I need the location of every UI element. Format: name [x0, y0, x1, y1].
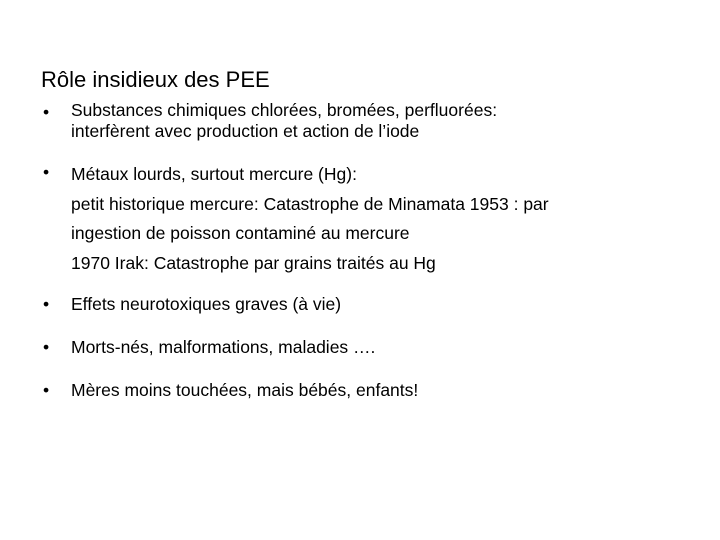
bullet-marker: •: [43, 102, 50, 122]
bullet-text-line: 1970 Irak: Catastrophe par grains traités au Hg: [71, 252, 436, 273]
bullet-text-line: Effets neurotoxiques graves (à vie): [71, 294, 342, 314]
bullet-item: [41, 335, 711, 360]
bullet-marker: •: [43, 294, 50, 314]
bullet-text-line: Mères moins touchées, mais bébés, enfants!: [71, 380, 419, 400]
bullet-item: [41, 100, 711, 142]
bullet-text-line: Métaux lourds, surtout mercure (Hg):: [71, 164, 357, 184]
bullet-item: [41, 378, 711, 403]
bullet-item: [41, 292, 711, 317]
bullet-marker: •: [43, 380, 50, 400]
bullet-text-line: Morts-nés, malformations, maladies ….: [71, 337, 376, 357]
bullet-marker: •: [43, 162, 50, 182]
bullet-text-line: Substances chimiques chlorées, bromées, perfluorées:: [71, 100, 498, 120]
bullet-marker: •: [43, 337, 50, 357]
bullet-text-line: petit historique mercure: Catastrophe de Minamata 1953 : par: [71, 193, 549, 214]
bullet-text-line: ingestion de poisson contaminé au mercure: [71, 223, 410, 243]
slide-title: Rôle insidieux des PEE: [41, 67, 270, 92]
bullet-item: [41, 160, 711, 278]
bullet-list: [41, 100, 711, 418]
bullet-text-line: interfèrent avec production et action de l’iode: [71, 121, 420, 141]
